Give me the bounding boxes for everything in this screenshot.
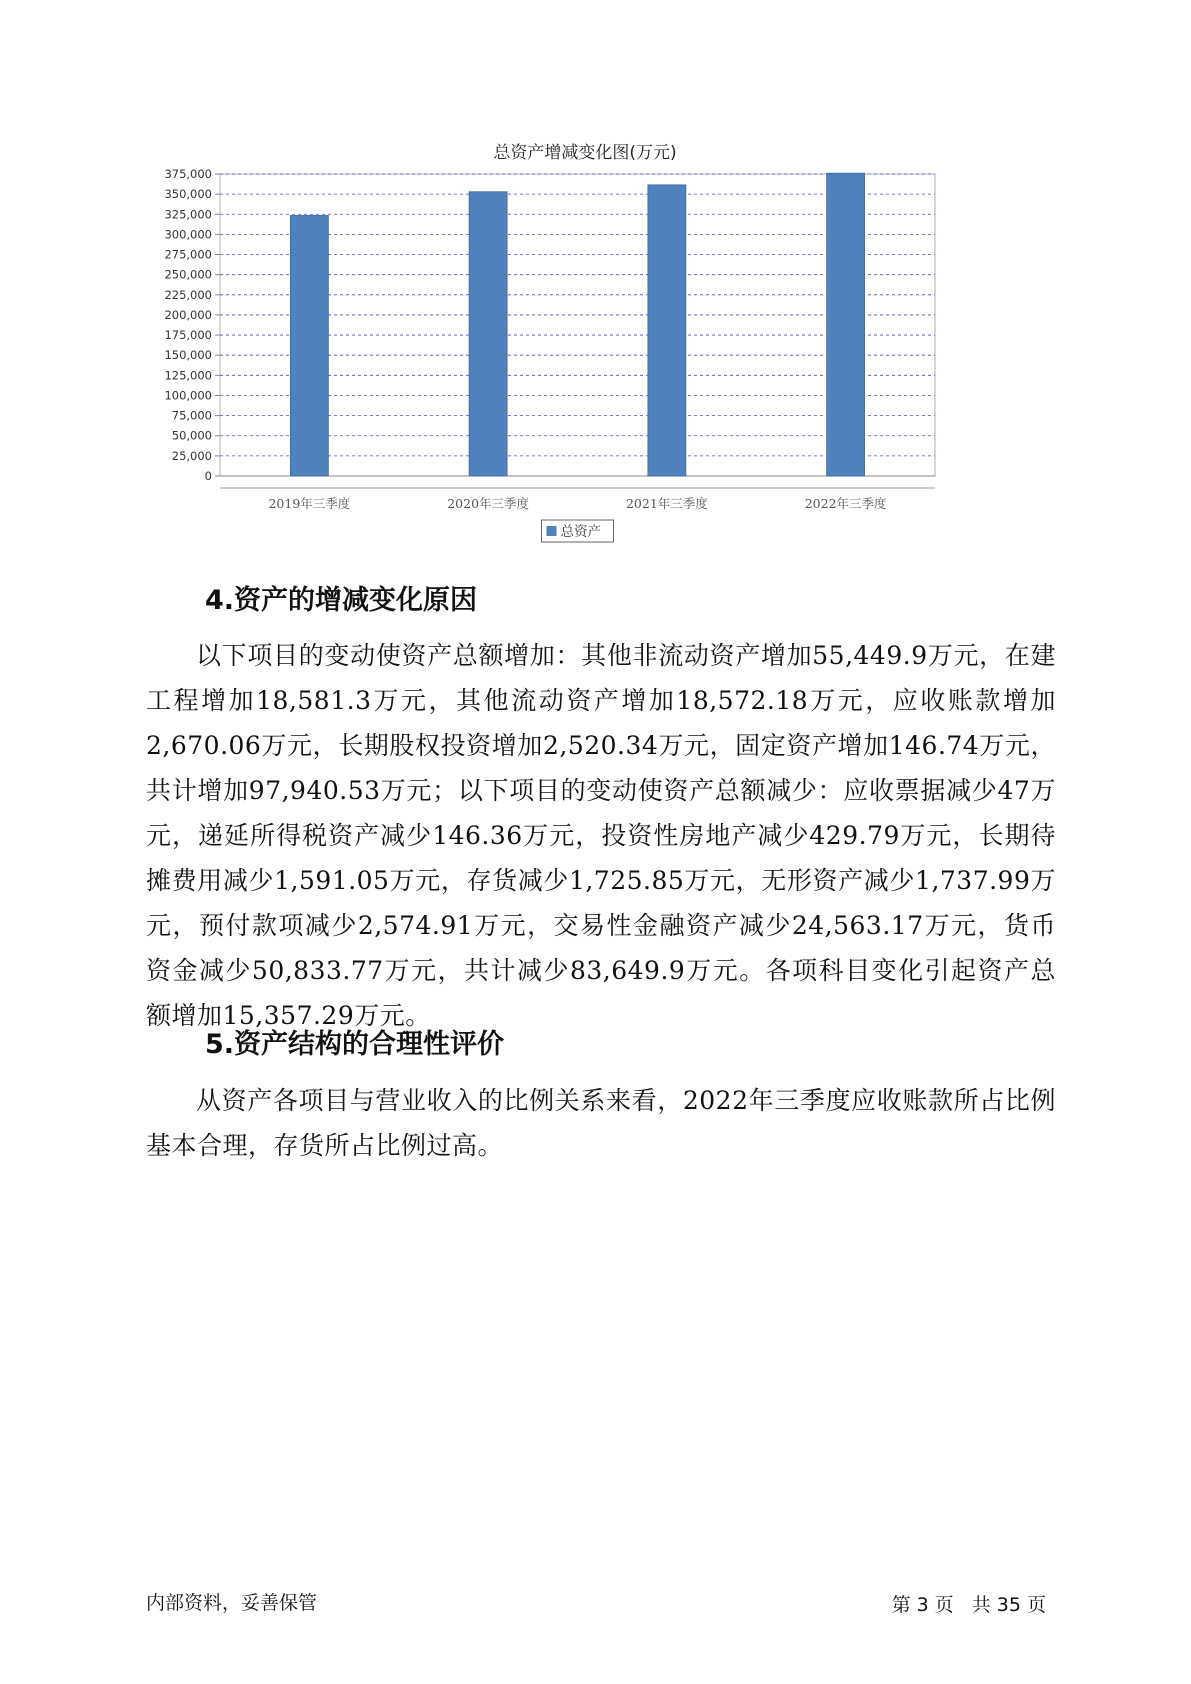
y-tick-label: 350,000 bbox=[164, 187, 212, 202]
section-heading-asset-change-reasons: 4.资产的增减变化原因 bbox=[205, 585, 478, 616]
y-tick-label: 175,000 bbox=[164, 328, 212, 343]
chart-title: 总资产增减变化图(万元) bbox=[493, 143, 677, 163]
footer-page-info bbox=[889, 1590, 1049, 1617]
total-prefix: 共 bbox=[971, 1594, 991, 1616]
total-assets-chart bbox=[150, 138, 1020, 598]
y-tick-label: 150,000 bbox=[164, 348, 212, 363]
paragraph-asset-structure-evaluation: 从资产各项目与营业收入的比例关系来看，2022年三季度应收账款所占比例基本合理，存货所占比例过高。 bbox=[146, 1086, 1056, 1160]
page-unit: 页 bbox=[934, 1594, 954, 1616]
legend-label: 总资产 bbox=[560, 524, 601, 540]
chart-plot bbox=[150, 168, 1020, 588]
x-tick-label: 2020年三季度 bbox=[447, 496, 530, 511]
x-tick-label: 2022年三季度 bbox=[804, 496, 887, 511]
y-tick-label: 225,000 bbox=[164, 287, 212, 302]
total-pages: 35 bbox=[996, 1594, 1021, 1616]
y-tick-label: 200,000 bbox=[164, 307, 212, 322]
y-tick-label: 50,000 bbox=[171, 428, 212, 443]
y-tick-label: 325,000 bbox=[164, 207, 212, 222]
x-tick-label: 2019年三季度 bbox=[268, 496, 351, 511]
page-prefix: 第 bbox=[891, 1594, 911, 1616]
x-tick-label: 2021年三季度 bbox=[625, 496, 708, 511]
footer-confidential-note: 内部资料，妥善保管 bbox=[146, 1592, 318, 1614]
bar bbox=[290, 215, 328, 476]
bar bbox=[648, 185, 686, 476]
page-number: 3 bbox=[916, 1594, 929, 1616]
section-heading-asset-structure-evaluation: 5.资产结构的合理性评价 bbox=[205, 1029, 505, 1060]
y-tick-label: 300,000 bbox=[164, 227, 212, 242]
y-tick-label: 25,000 bbox=[171, 448, 212, 463]
legend-swatch bbox=[547, 526, 557, 536]
bar bbox=[469, 192, 507, 476]
y-tick-label: 250,000 bbox=[164, 267, 212, 282]
total-unit: 页 bbox=[1026, 1594, 1046, 1616]
y-tick-label: 0 bbox=[204, 469, 212, 483]
y-tick-label: 100,000 bbox=[164, 388, 212, 403]
y-tick-label: 125,000 bbox=[164, 368, 212, 383]
paragraph-asset-change-reasons: 以下项目的变动使资产总额增加：其他非流动资产增加55,449.9万元，在建工程增加18,581.3万元，其他流动资产增加18,572.18万元，应收账款增加2,670.06万元，长期股权投资增加2,520.34万元，固定资产增加146.74万元，共计增加97,940.53万元；以下项目的变动使资产总额减少：应收票据减少47万元，递延所得税资产减少146.36万元，投资性房地产减少429.79万元，长期待摊费用减少1,591.05万元，存货减少1,725.85万元，无形资产减少1,737.99万元，预付款项减少2,574.91万元，交易性金融资产减少24,563.17万元，货币资金减少50,833.77万元，共计减少83,649.9万元。各项科目变化引起资产总额增加15,357.29万元。 bbox=[146, 641, 1056, 1030]
y-tick-label: 75,000 bbox=[171, 408, 212, 423]
y-tick-label: 275,000 bbox=[164, 247, 212, 262]
y-tick-label: 375,000 bbox=[164, 168, 212, 181]
bar bbox=[827, 173, 865, 476]
